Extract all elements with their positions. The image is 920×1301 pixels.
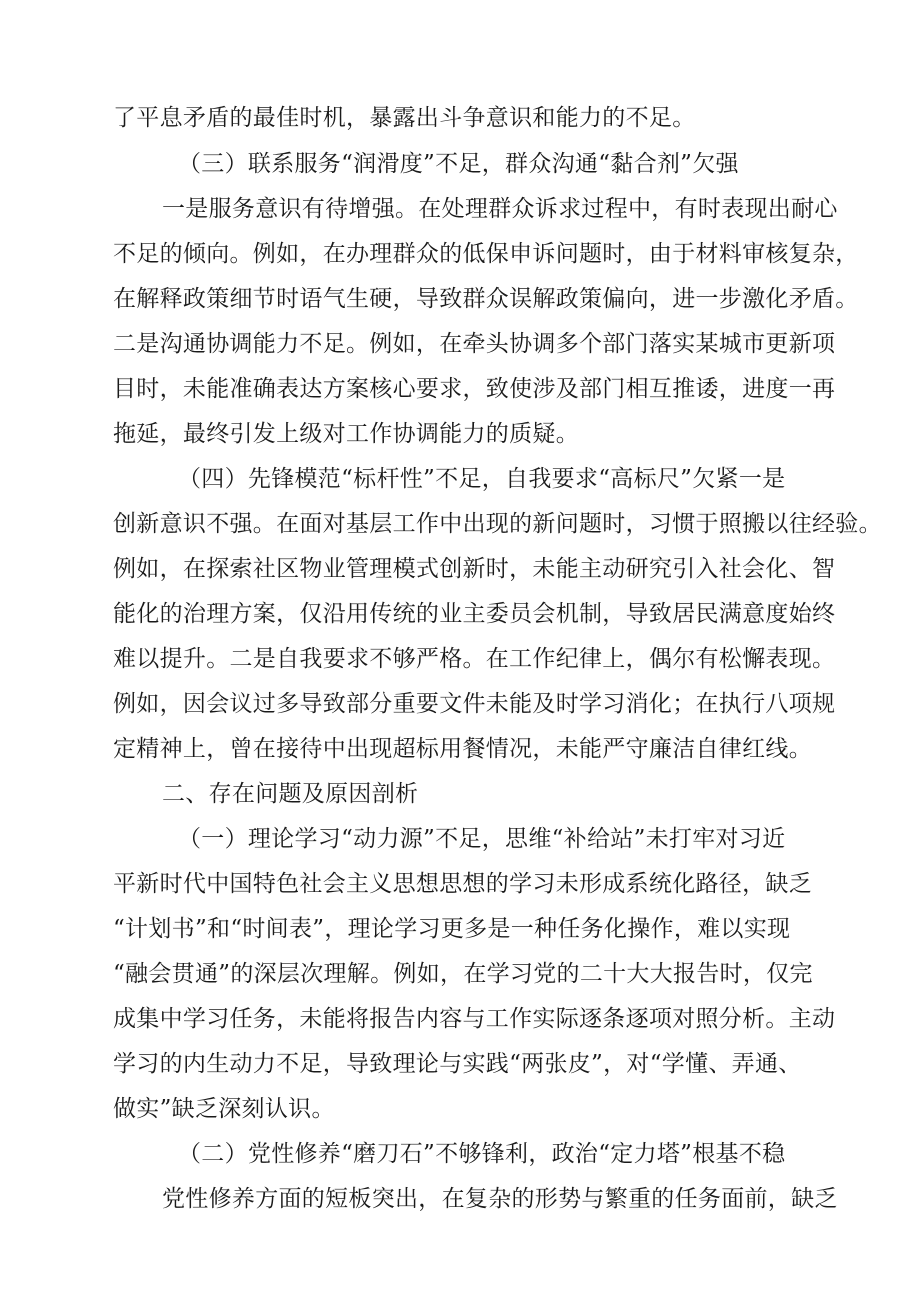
text-line: 做实”缺乏深刻认识。 [113, 1096, 335, 1122]
section-heading-4: （四）先锋模范“标杆性”不足，自我要求“高标尺”欠紧一是 [178, 466, 786, 492]
section-heading-3: （三）联系服务“润滑度”不足，群众沟通“黏合剂”欠强 [178, 151, 739, 177]
text-line: 能化的治理方案，仅沿用传统的业主委员会机制，导致居民满意度始终 [113, 601, 836, 627]
text-line: 了平息矛盾的最佳时机，暴露出斗争意识和能力的不足。 [113, 105, 696, 131]
text-line: 定精神上，曾在接待中出现超标用餐情况，未能严守廉洁自律红线。 [113, 736, 812, 762]
section-heading-2: （二）党性修养“磨刀石”不够锋利，政治“定力塔”根基不稳 [178, 1141, 786, 1167]
text-line: “计划书”和“时间表”，理论学习更多是一种任务化操作，难以实现 [113, 916, 791, 942]
text-line: 在解释政策细节时语气生硬，导致群众误解政策偏向，进一步激化矛盾。 [113, 286, 859, 312]
text-line: 例如，因会议过多导致部分重要文件未能及时学习消化；在执行八项规 [113, 691, 836, 717]
text-line: 目时，未能准确表达方案核心要求，致使涉及部门相互推诿，进度一再 [113, 376, 836, 402]
section-heading-1: （一）理论学习“动力源”不足，思维“补给站”未打牢对习近 [178, 826, 786, 852]
text-line: 拖延，最终引发上级对工作协调能力的质疑。 [113, 421, 579, 447]
text-line: 不足的倾向。例如，在办理群众的低保申诉问题时，由于材料审核复杂， [113, 241, 859, 267]
text-line: 例如，在探索社区物业管理模式创新时，未能主动研究引入社会化、智 [113, 556, 836, 582]
text-line: 成集中学习任务，未能将报告内容与工作实际逐条逐项对照分析。主动 [113, 1006, 836, 1032]
text-line: 难以提升。二是自我要求不够严格。在工作纪律上，偶尔有松懈表现。 [113, 646, 836, 672]
text-line: 二是沟通协调能力不足。例如，在牵头协调多个部门落实某城市更新项 [113, 331, 836, 357]
text-line: 学习的内生动力不足，导致理论与实践“两张皮”，对“学懂、弄通、 [113, 1051, 802, 1077]
text-line: 创新意识不强。在面对基层工作中出现的新问题时，习惯于照搬以往经验。 [113, 511, 882, 537]
text-line: 平新时代中国特色社会主义思想思想的学习未形成系统化路径，缺乏 [113, 871, 812, 897]
text-line: “融会贯通”的深层次理解。例如，在学习党的二十大大报告时，仅完 [113, 961, 813, 987]
text-line: 党性修养方面的短板突出，在复杂的形势与繁重的任务面前，缺乏 [162, 1186, 838, 1212]
text-line: 一是服务意识有待增强。在处理群众诉求过程中，有时表现出耐心 [162, 196, 838, 222]
chapter-heading: 二、存在问题及原因剖析 [162, 781, 419, 807]
